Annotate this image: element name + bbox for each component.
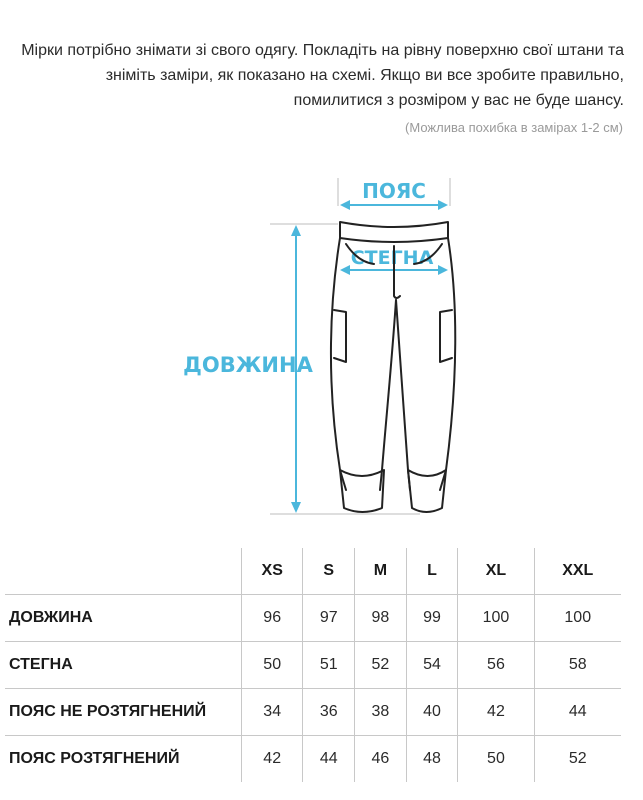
row-label: ПОЯС РОЗТЯГНЕНИЙ	[9, 750, 180, 767]
table-cell: 44	[303, 736, 355, 783]
left-leg-outer	[331, 238, 346, 490]
table-row	[5, 736, 621, 783]
intro-text: Мірки потрібно знімати зі свого одягу. Покладіть на рівну поверхню свої штани та зніміть заміри, як показано на схемі. Якщо ви все зробите правильно, помилитися з розміром у вас не буде шансу.	[21, 42, 624, 109]
table-header-cell: S	[303, 548, 355, 595]
table-cell: 100	[458, 595, 534, 642]
table-header-cell	[5, 548, 242, 595]
table-row	[5, 642, 621, 689]
table-cell: 34	[242, 689, 303, 736]
table-row	[5, 689, 621, 736]
table-header-cell: XL	[458, 548, 534, 595]
table-cell: 58	[534, 642, 621, 689]
size-table	[5, 548, 621, 782]
left-cargo-pocket	[334, 310, 346, 362]
table-cell: 48	[406, 736, 458, 783]
hips-label: СТЕГНА	[350, 247, 434, 269]
row-label: ПОЯС НЕ РОЗТЯГНЕНИЙ	[5, 689, 242, 736]
table-cell: 40	[406, 689, 458, 736]
table-cell: 96	[242, 595, 303, 642]
right-cuff	[408, 470, 446, 512]
row-label: ДОВЖИНА	[5, 595, 242, 642]
pants-measurement-diagram	[0, 160, 643, 540]
table-cell: 38	[355, 689, 407, 736]
table-cell: 42	[458, 689, 534, 736]
table-cell: 52	[534, 736, 621, 783]
table-cell: 97	[303, 595, 355, 642]
row-label: СТЕГНА	[5, 642, 242, 689]
table-cell: 42	[242, 736, 303, 783]
left-inseam	[380, 300, 396, 490]
table-header-cell: XS	[242, 548, 303, 595]
table-cell: 99	[406, 595, 458, 642]
table-cell: 51	[303, 642, 355, 689]
table-cell: 56	[458, 642, 534, 689]
table-cell: 46	[355, 736, 407, 783]
left-cuff	[340, 470, 384, 512]
right-leg-outer	[440, 238, 455, 490]
table-cell: 50	[458, 736, 534, 783]
table-cell: 100	[534, 595, 621, 642]
table-header-row	[5, 548, 621, 595]
waist-label: ПОЯС	[362, 179, 426, 203]
table-cell: 44	[534, 689, 621, 736]
table-row	[5, 595, 621, 642]
measurement-note: (Можлива похибка в замірах 1-2 см)	[405, 120, 623, 135]
right-cargo-pocket	[440, 310, 452, 362]
table-header-cell: L	[406, 548, 458, 595]
table-cell: 54	[406, 642, 458, 689]
table-header-cell: M	[355, 548, 407, 595]
waistband	[340, 222, 448, 242]
table-cell: 50	[242, 642, 303, 689]
table-cell: 98	[355, 595, 407, 642]
length-label: ДОВЖИНА	[183, 353, 313, 377]
table-cell: 36	[303, 689, 355, 736]
table-header-cell: XXL	[534, 548, 621, 595]
table-cell: 52	[355, 642, 407, 689]
right-inseam	[396, 300, 410, 490]
